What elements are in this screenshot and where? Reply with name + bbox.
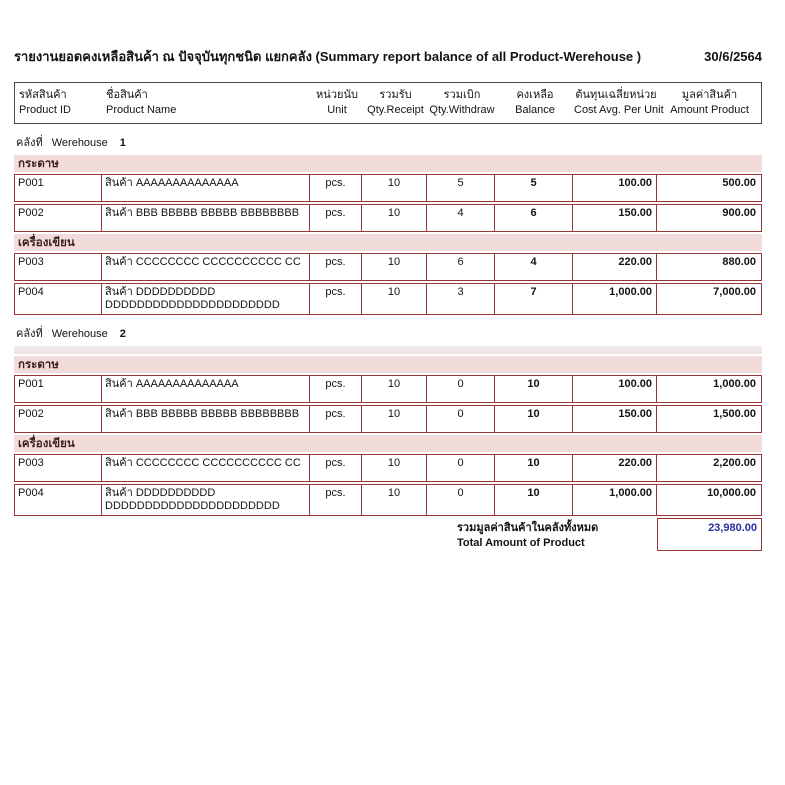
balance-cell: 10 — [495, 376, 573, 402]
total-row — [14, 518, 762, 551]
amount-cell: 1,500.00 — [713, 408, 756, 420]
column-header-qty-withdraw — [428, 88, 496, 118]
column-header-th: หน่วยนับ — [316, 89, 358, 101]
product-id-cell: P002 — [15, 205, 102, 231]
qty-withdraw-cell: 0 — [427, 376, 495, 402]
column-header-en: Qty.Receipt — [367, 104, 424, 116]
balance-cell: 5 — [495, 175, 573, 201]
qty-withdraw-cell: 0 — [427, 455, 495, 481]
total-label-en: Total Amount of Product — [457, 537, 585, 549]
report-date: 30/6/2564 — [704, 49, 762, 64]
section-divider-band — [14, 346, 762, 354]
table-row — [14, 253, 762, 281]
product-name-cell: สินค้า DDDDDDDDDD DDDDDDDDDDDDDDDDDDDDDD — [102, 284, 310, 314]
table-header — [14, 82, 762, 124]
cost-avg-cell: 150.00 — [573, 406, 657, 432]
cost-avg-cell: 100.00 — [573, 376, 657, 402]
product-name-cell: สินค้า DDDDDDDDDD DDDDDDDDDDDDDDDDDDDDDD — [102, 485, 310, 515]
table-row — [14, 484, 762, 516]
table-row — [14, 174, 762, 202]
report-title: รายงานยอดคงเหลือสินค้า ณ ปัจจุบันทุกชนิด แยกคลัง (Summary report balance of all Product-Werehouse ) — [14, 49, 642, 64]
qty-receipt-cell: 10 — [362, 254, 427, 280]
column-header-th: ต้นทุนเฉลี่ยหน่วย — [575, 89, 657, 101]
table-row — [14, 204, 762, 232]
column-header-en: Product ID — [19, 104, 71, 116]
amount-cell: 880.00 — [722, 256, 756, 268]
product-name-cell: สินค้า AAAAAAAAAAAAAA — [102, 376, 310, 402]
category-band-stationery: เครื่องเขียน — [14, 435, 762, 452]
title-row — [14, 0, 762, 67]
product-name-cell: สินค้า BBB BBBBB BBBBB BBBBBBBB — [102, 205, 310, 231]
column-header-th: มูลค่าสินค้า — [681, 89, 738, 101]
cost-avg-cell: 100.00 — [573, 175, 657, 201]
column-header-th: รวมเบิก — [443, 89, 481, 101]
qty-withdraw-cell: 0 — [427, 485, 495, 515]
amount-cell: 7,000.00 — [713, 286, 756, 298]
column-header-th: รหัสสินค้า — [19, 89, 67, 101]
unit-cell: pcs. — [310, 254, 362, 280]
qty-withdraw-cell: 3 — [427, 284, 495, 314]
balance-cell: 6 — [495, 205, 573, 231]
table-row — [14, 283, 762, 315]
balance-cell: 7 — [495, 284, 573, 314]
amount-cell: 1,000.00 — [713, 378, 756, 390]
column-header-en: Unit — [327, 104, 347, 116]
product-id-cell: P001 — [15, 376, 102, 402]
column-header-en: Qty.Withdraw — [429, 104, 495, 116]
qty-withdraw-cell: 6 — [427, 254, 495, 280]
column-header-balance — [496, 88, 574, 118]
column-header-th: รวมรับ — [379, 89, 412, 101]
category-band-paper: กระดาษ — [14, 155, 762, 172]
warehouse-2-label — [14, 321, 762, 344]
product-id-cell: P004 — [15, 485, 102, 515]
product-name-cell: สินค้า BBB BBBBB BBBBB BBBBBBBB — [102, 406, 310, 432]
product-id-cell: P004 — [15, 284, 102, 314]
column-header-en: Amount Product — [670, 104, 749, 116]
amount-cell: 2,200.00 — [713, 457, 756, 469]
qty-receipt-cell: 10 — [362, 284, 427, 314]
unit-cell: pcs. — [310, 205, 362, 231]
qty-receipt-cell: 10 — [362, 406, 427, 432]
cost-avg-cell: 1,000.00 — [573, 284, 657, 314]
warehouse-label-en: Werehouse — [51, 328, 108, 340]
category-band-paper: กระดาษ — [14, 356, 762, 373]
qty-withdraw-cell: 0 — [427, 406, 495, 432]
column-header-cost-avg — [574, 88, 664, 118]
balance-cell: 10 — [495, 485, 573, 515]
column-header-unit — [311, 88, 363, 118]
warehouse-label-th: คลังที่ — [16, 137, 43, 149]
qty-receipt-cell: 10 — [362, 376, 427, 402]
product-id-cell: P003 — [15, 254, 102, 280]
warehouse-number: 1 — [119, 137, 126, 149]
total-label — [457, 518, 657, 551]
warehouse-1-label — [14, 130, 762, 153]
cost-avg-cell: 220.00 — [573, 455, 657, 481]
cost-avg-cell: 1,000.00 — [573, 485, 657, 515]
qty-receipt-cell: 10 — [362, 485, 427, 515]
unit-cell: pcs. — [310, 455, 362, 481]
column-header-th: ชื่อสินค้า — [106, 89, 148, 101]
product-id-cell: P003 — [15, 455, 102, 481]
product-name-cell: สินค้า CCCCCCCC CCCCCCCCCC CC — [102, 254, 310, 280]
qty-receipt-cell: 10 — [362, 175, 427, 201]
product-id-cell: P002 — [15, 406, 102, 432]
product-id-cell: P001 — [15, 175, 102, 201]
unit-cell: pcs. — [310, 485, 362, 515]
qty-receipt-cell: 10 — [362, 455, 427, 481]
unit-cell: pcs. — [310, 376, 362, 402]
unit-cell: pcs. — [310, 406, 362, 432]
column-header-en: Cost Avg. Per Unit — [574, 104, 664, 116]
column-header-product-name — [103, 88, 311, 118]
table-row — [14, 405, 762, 433]
total-label-th: รวมมูลค่าสินค้าในคลังทั้งหมด — [457, 522, 599, 534]
cost-avg-cell: 220.00 — [573, 254, 657, 280]
warehouse-label-th: คลังที่ — [16, 328, 43, 340]
amount-cell: 10,000.00 — [707, 487, 756, 499]
warehouse-label-en: Werehouse — [51, 137, 108, 149]
qty-withdraw-cell: 5 — [427, 175, 495, 201]
qty-receipt-cell: 10 — [362, 205, 427, 231]
column-header-en: Balance — [515, 104, 555, 116]
column-header-product-id — [15, 88, 103, 118]
product-name-cell: สินค้า AAAAAAAAAAAAAA — [102, 175, 310, 201]
qty-withdraw-cell: 4 — [427, 205, 495, 231]
balance-cell: 4 — [495, 254, 573, 280]
table-row — [14, 375, 762, 403]
column-header-amount — [658, 88, 761, 118]
amount-cell: 900.00 — [722, 207, 756, 219]
unit-cell: pcs. — [310, 175, 362, 201]
column-header-qty-receipt — [363, 88, 428, 118]
report-content — [14, 0, 762, 551]
cost-avg-cell: 150.00 — [573, 205, 657, 231]
product-name-cell: สินค้า CCCCCCCC CCCCCCCCCC CC — [102, 455, 310, 481]
column-header-th: คงเหลือ — [516, 89, 554, 101]
column-header-en: Product Name — [106, 104, 177, 116]
category-band-stationery: เครื่องเขียน — [14, 234, 762, 251]
total-amount-value: 23,980.00 — [657, 518, 762, 551]
unit-cell: pcs. — [310, 284, 362, 314]
balance-cell: 10 — [495, 455, 573, 481]
amount-cell: 500.00 — [722, 177, 756, 189]
warehouse-number: 2 — [119, 328, 126, 340]
table-row — [14, 454, 762, 482]
balance-cell: 10 — [495, 406, 573, 432]
